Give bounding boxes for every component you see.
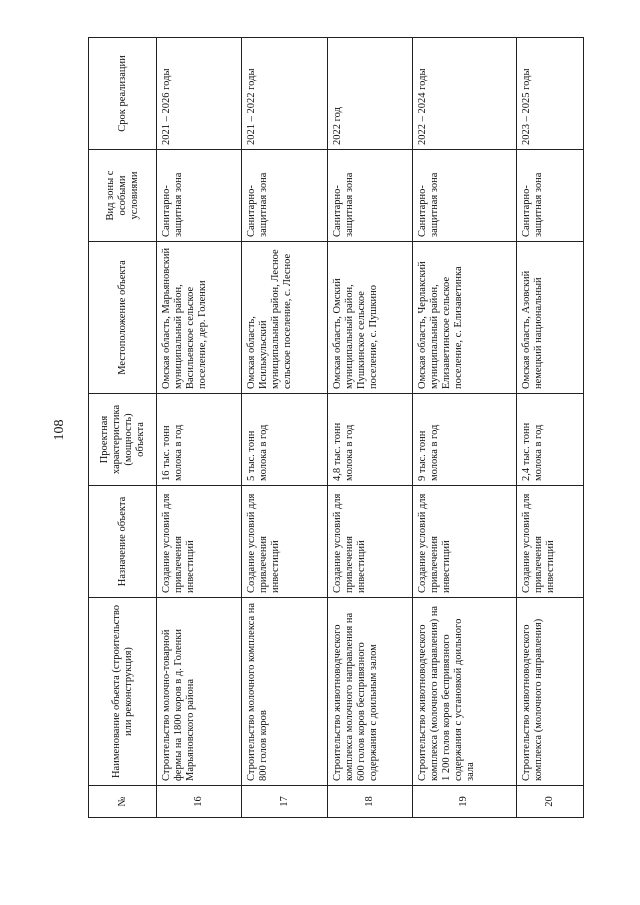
object-location: Омская область, Омский муниципальный район, Пушкинское сельское поселение, с. Пушкино — [327, 242, 412, 394]
header-zone: Вид зоны с особыми условиями — [89, 150, 157, 242]
object-capacity: 16 тыс. тонн молока в год — [157, 394, 242, 486]
table-row — [413, 38, 516, 818]
zone-type: Санитарно-защитная зона — [413, 150, 516, 242]
object-purpose: Создание условий для привлечения инвестиций — [413, 486, 516, 598]
object-name: Строительство молочно-товарной фермы на 1800 коров в д. Голенки Марьяновского района — [157, 598, 242, 786]
table-header-row — [89, 38, 157, 818]
zone-type: Санитарно-защитная зона — [242, 150, 327, 242]
object-purpose: Создание условий для привлечения инвестиций — [157, 486, 242, 598]
projects-table — [88, 37, 584, 818]
header-purpose: Назначение объекта — [89, 486, 157, 598]
header-capacity: Проектная характеристика (мощность) объекта — [89, 394, 157, 486]
row-number: 19 — [413, 786, 516, 818]
object-name: Строительство животноводческого комплекса (молочного направления) на 1 200 голов коров беспривязного содержания с установкой доильного зала — [413, 598, 516, 786]
object-capacity: 2,4 тыс. тонн молока в год — [516, 394, 583, 486]
zone-type: Санитарно-защитная зона — [157, 150, 242, 242]
object-capacity: 4,8 тыс. тонн молока в год — [327, 394, 412, 486]
header-term: Срок реализации — [89, 38, 157, 150]
implementation-term: 2022 – 2024 годы — [413, 38, 516, 150]
object-capacity: 9 тыс. тонн молока в год — [413, 394, 516, 486]
header-number: № — [89, 786, 157, 818]
object-name: Строительство животноводческого комплекса (молочного направления) — [516, 598, 583, 786]
implementation-term: 2021 – 2022 годы — [242, 38, 327, 150]
object-purpose: Создание условий для привлечения инвестиций — [327, 486, 412, 598]
implementation-term: 2023 – 2025 годы — [516, 38, 583, 150]
zone-type: Санитарно-защитная зона — [516, 150, 583, 242]
row-number: 16 — [157, 786, 242, 818]
object-purpose: Создание условий для привлечения инвестиций — [516, 486, 583, 598]
page-number: 108 — [52, 419, 67, 441]
object-name: Строительство молочного комплекса на 800 голов коров — [242, 598, 327, 786]
table-row — [516, 38, 583, 818]
header-location: Местоположение объекта — [89, 242, 157, 394]
row-number: 20 — [516, 786, 583, 818]
row-number: 17 — [242, 786, 327, 818]
implementation-term: 2021 – 2026 годы — [157, 38, 242, 150]
table-row — [242, 38, 327, 818]
implementation-term: 2022 год — [327, 38, 412, 150]
object-location: Омская область, Азовский немецкий национальный — [516, 242, 583, 394]
table-row — [157, 38, 242, 818]
object-location: Омская область, Исилькульский муниципальный район, Лесное сельское поселение, с. Лесное — [242, 242, 327, 394]
object-purpose: Создание условий для привлечения инвестиций — [242, 486, 327, 598]
table-row — [327, 38, 412, 818]
object-location: Омская область, Черлакский муниципальный район, Елизаветинское сельское поселение, с. Елизаветинка — [413, 242, 516, 394]
table-container — [88, 38, 584, 818]
object-name: Строительство животноводческого комплекса молочного направления на 600 голов коров беспривязного содержания с доильным залом — [327, 598, 412, 786]
object-capacity: 5 тыс. тонн молока в год — [242, 394, 327, 486]
row-number: 18 — [327, 786, 412, 818]
zone-type: Санитарно-защитная зона — [327, 150, 412, 242]
header-name: Наименование объекта (строительство или реконструкция) — [89, 598, 157, 786]
object-location: Омская область, Марьяновский муниципальный район, Васильевское сельское поселение, дер. Голенки — [157, 242, 242, 394]
